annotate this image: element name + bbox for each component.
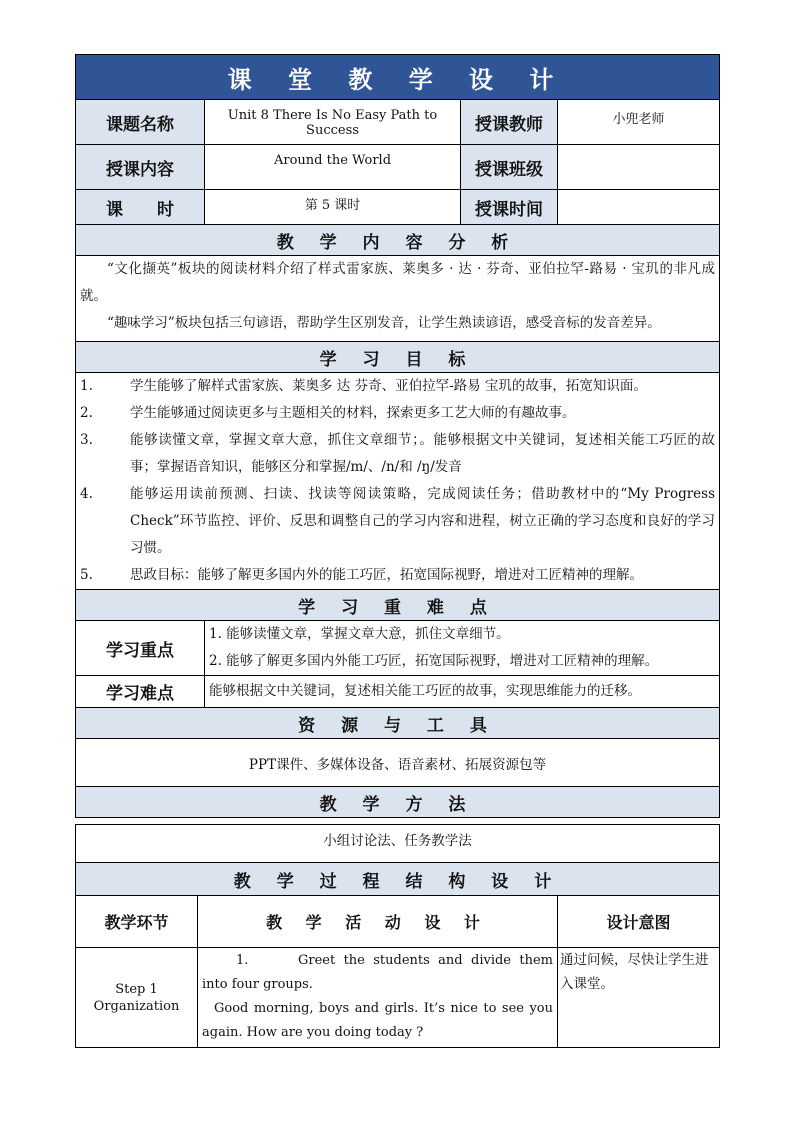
- step-number: Step 1: [115, 981, 158, 997]
- teacher-value: 小兜老师: [558, 100, 720, 145]
- resources-heading: 资 源 与 工 具: [76, 708, 720, 739]
- goal-number: 3.: [80, 432, 93, 448]
- key-point-item: 2. 能够了解更多国内外能工巧匠，拓宽国际视野，增进对工匠精神的理解。: [209, 653, 659, 669]
- step-name: Organization: [93, 998, 180, 1014]
- goal-text: 学生能够了解样式雷家族、莱奥多 达 芬奇、亚伯拉罕-路易 宝玑的故事，拓宽知识面。: [130, 378, 647, 394]
- activity-cell: [198, 948, 558, 1048]
- process-col-intent: 设计意图: [558, 896, 720, 948]
- goal-item: [80, 562, 715, 589]
- goal-item: [80, 400, 715, 427]
- lesson-plan: [75, 54, 719, 1048]
- difficult-points-label: 学习难点: [76, 676, 205, 708]
- analysis-body: [76, 256, 720, 342]
- goals-body: [76, 373, 720, 590]
- difficult-points-text: 能够根据文中关键词，复述相关能工巧匠的故事，实现思维能力的迁移。: [205, 676, 720, 708]
- page-title: 课 堂 教 学 设 计: [76, 55, 720, 100]
- class-label: 授课班级: [461, 145, 558, 190]
- goal-text: 能够运用读前预测、扫读、找读等阅读策略，完成阅读任务；借助教材中的“My Progress Check”环节监控、评价、反思和调整自己的学习内容和进程，树立正确的学习态度和良好的学习习惯。: [130, 486, 716, 556]
- analysis-paragraph-2: “趣味学习”板块包括三句谚语，帮助学生区别发音，让学生熟读谚语，感受音标的发音差异。: [107, 315, 661, 331]
- process-heading: 教 学 过 程 结 构 设 计: [76, 863, 720, 896]
- analysis-paragraph-1: “文化撷英”板块的阅读材料介绍了样式雷家族、莱奥多 · 达 · 芬奇、亚伯拉罕-路易 · 宝玑的非凡成就。: [80, 261, 716, 304]
- time-label: 授课时间: [461, 190, 558, 225]
- period-value: 第 5 课时: [205, 190, 461, 225]
- goal-item: [80, 427, 715, 481]
- section-gap: [76, 818, 720, 825]
- goal-item: [80, 373, 715, 400]
- step-cell: [76, 948, 198, 1048]
- key-points-body: [205, 621, 720, 676]
- goal-number: 4.: [80, 486, 93, 502]
- content-label: 授课内容: [76, 145, 205, 190]
- table-row: [76, 948, 720, 1048]
- intent-cell: 通过问候，尽快让学生进入课堂。: [558, 948, 720, 1048]
- methods-heading: 教 学 方 法: [76, 787, 720, 818]
- activity-number: 1.: [236, 953, 249, 968]
- class-value: [558, 145, 720, 190]
- methods-text: 小组讨论法、任务教学法: [76, 825, 720, 863]
- process-col-activity: 教 学 活 动 设 计: [198, 896, 558, 948]
- goals-heading: 学 习 目 标: [76, 342, 720, 373]
- goal-text: 思政目标：能够了解更多国内外的能工巧匠，拓宽国际视野，增进对工匠精神的理解。: [130, 567, 643, 583]
- resources-text: PPT课件、多媒体设备、语音素材、拓展资源包等: [76, 739, 720, 787]
- lesson-plan-table: [75, 54, 720, 896]
- goal-number: 5.: [80, 567, 93, 583]
- goal-text: 学生能够通过阅读更多与主题相关的材料，探索更多工艺大师的有趣故事。: [130, 405, 576, 421]
- analysis-heading: 教 学 内 容 分 析: [76, 225, 720, 256]
- teacher-label: 授课教师: [461, 100, 558, 145]
- content-value: Around the World: [205, 145, 461, 190]
- goal-text: 能够读懂文章，掌握文章大意，抓住文章细节；。能够根据文中关键词，复述相关能工巧匠的故事；掌握语音知识，能够区分和掌握/m/、/n/和 /ŋ/发音: [130, 432, 716, 475]
- key-point-item: 1. 能够读懂文章，掌握文章大意，抓住文章细节。: [209, 626, 510, 642]
- activity-line-2: Good morning, boys and girls. It’s nice to see you again. How are you doing today ?: [202, 1001, 553, 1040]
- topic-label: 课题名称: [76, 100, 205, 145]
- topic-value: Unit 8 There Is No Easy Path to Success: [205, 100, 461, 145]
- goal-number: 2.: [80, 405, 93, 421]
- time-value: [558, 190, 720, 225]
- process-table: [75, 895, 720, 1048]
- activity-line-1: Greet the students and divide them into four groups.: [202, 953, 553, 992]
- keypoints-heading: 学 习 重 难 点: [76, 590, 720, 621]
- goal-item: [80, 481, 715, 562]
- period-label: 课 时: [76, 190, 205, 225]
- process-col-step: 教学环节: [76, 896, 198, 948]
- goal-number: 1.: [80, 378, 93, 394]
- key-points-label: 学习重点: [76, 621, 205, 676]
